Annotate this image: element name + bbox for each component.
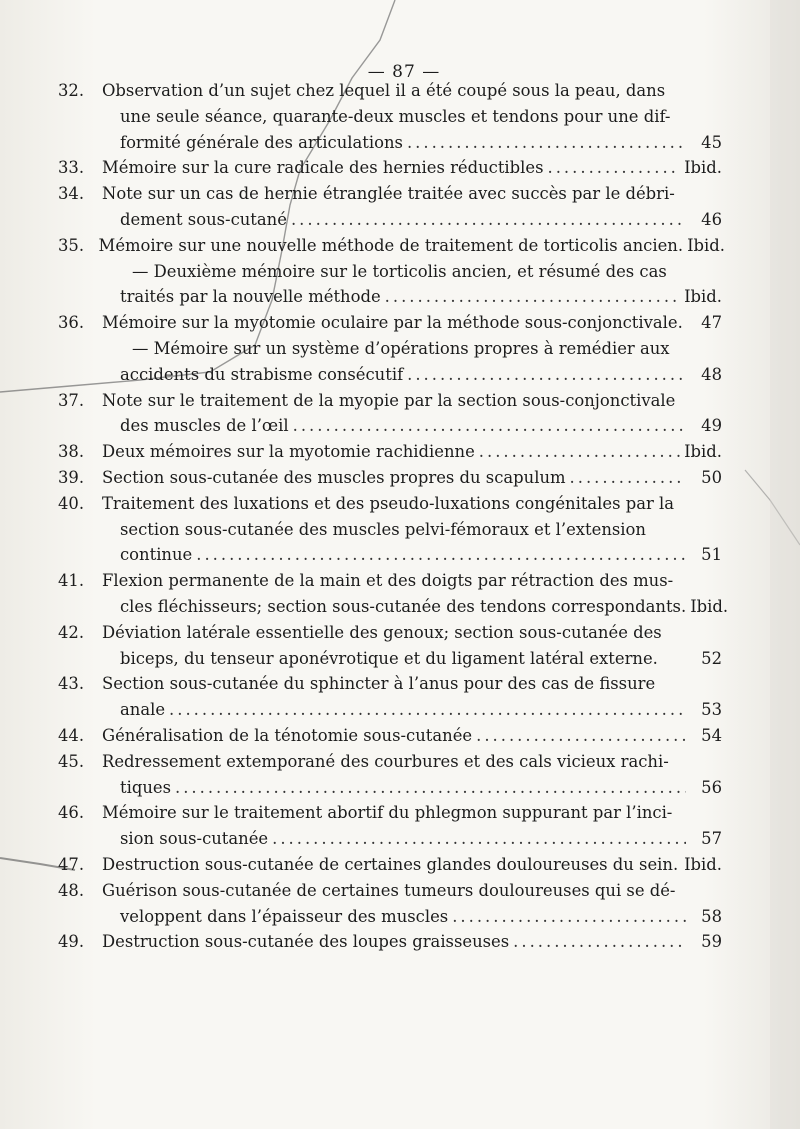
entry-page: 53 xyxy=(701,700,722,720)
entry-page: 47 xyxy=(701,313,722,333)
toc-entry xyxy=(58,310,722,336)
toc-entry xyxy=(58,336,722,388)
entry-number: 41. xyxy=(58,571,85,591)
dot-leader xyxy=(472,723,686,749)
dot-leader xyxy=(403,130,686,156)
entry-number: 48. xyxy=(58,880,85,900)
toc-entry xyxy=(58,465,722,491)
entry-text: Destruction sous-cutanée des loupes graisseuses xyxy=(102,932,510,952)
entry-text: cles fléchisseurs; section sous-cutanée des tendons correspondants. xyxy=(120,596,687,616)
entry-number: 37. xyxy=(58,390,85,410)
entry-line xyxy=(58,723,722,749)
entry-line xyxy=(58,155,722,181)
entry-text: tiques xyxy=(120,777,171,797)
entry-line xyxy=(58,362,722,388)
entry-line xyxy=(58,749,722,775)
entry-text: Flexion permanente de la main et des doigts par rétraction des mus- xyxy=(102,571,674,591)
entry-line xyxy=(58,671,722,697)
entry-page: Ibid. xyxy=(690,596,729,616)
entry-text: des muscles de l’œil xyxy=(120,416,289,436)
entry-line xyxy=(58,878,722,904)
entry-text: anale xyxy=(120,700,166,720)
entry-page: 49 xyxy=(701,416,722,436)
toc-entry xyxy=(58,78,722,155)
page-number: — 87 — xyxy=(367,62,441,82)
entry-text: Traitement des luxations et des pseudo-luxations congénitales par la xyxy=(102,493,675,513)
entry-text: section sous-cutanée des muscles pelvi-fémoraux et l’extension xyxy=(120,519,646,539)
entry-text: formité générale des articulations xyxy=(120,132,403,152)
entry-number: 47. xyxy=(58,854,85,874)
entry-line xyxy=(58,181,722,207)
entry-line xyxy=(58,439,722,465)
dot-leader xyxy=(403,362,686,388)
dot-leader xyxy=(448,904,686,930)
entry-text: Mémoire sur le traitement abortif du phlegmon suppurant par l’inci- xyxy=(102,803,673,823)
entry-page: 45 xyxy=(701,132,722,152)
entry-text: Note sur un cas de hernie étranglée traitée avec succès par le débri- xyxy=(102,184,675,204)
entry-text: Destruction sous-cutanée de certaines glandes douloureuses du sein. xyxy=(102,854,679,874)
entry-text: une seule séance, quarante-deux muscles et tendons pour une dif- xyxy=(120,106,671,126)
entry-line xyxy=(58,259,722,285)
entry-line xyxy=(58,207,722,233)
toc-entry xyxy=(58,749,722,801)
entry-number: 49. xyxy=(58,932,85,952)
dot-leader xyxy=(509,929,686,955)
dot-leader xyxy=(544,155,681,181)
entry-number: 39. xyxy=(58,467,85,487)
dot-leader xyxy=(165,697,686,723)
toc-entry xyxy=(58,439,722,465)
entry-line xyxy=(58,904,722,930)
entry-page: 56 xyxy=(701,777,722,797)
toc-entry xyxy=(58,155,722,181)
entry-number: 32. xyxy=(58,81,85,100)
entry-page: 58 xyxy=(701,906,722,926)
entry-number: 40. xyxy=(58,493,85,513)
entry-line xyxy=(58,800,722,826)
entry-page: Ibid. xyxy=(684,854,722,874)
entry-number: 44. xyxy=(58,725,85,745)
entry-text: Guérison sous-cutanée de certaines tumeurs douloureuses qui se dé- xyxy=(102,880,676,900)
entry-text: Mémoire sur une nouvelle méthode de traitement de torticolis ancien. xyxy=(98,235,684,255)
entry-page: 46 xyxy=(701,209,722,229)
entry-page: 57 xyxy=(701,829,722,849)
entry-number: 35. xyxy=(58,235,85,255)
entry-text: continue xyxy=(120,545,193,565)
entry-number: 46. xyxy=(58,803,85,823)
entry-line xyxy=(58,233,725,259)
entry-number: 43. xyxy=(58,674,85,694)
entry-text: biceps, du tenseur aponévrotique et du ligament latéral externe. xyxy=(120,648,658,668)
entry-page: 59 xyxy=(701,932,722,952)
entry-line xyxy=(58,775,722,801)
dot-leader xyxy=(566,465,686,491)
entry-list xyxy=(58,78,729,955)
entry-number: 45. xyxy=(58,751,85,771)
toc-entry xyxy=(58,259,722,311)
dot-leader xyxy=(268,826,686,852)
toc-entry xyxy=(58,878,722,930)
entry-line xyxy=(58,388,722,414)
entry-page: 51 xyxy=(701,545,722,565)
toc-entry xyxy=(58,233,725,259)
toc-entry xyxy=(58,388,722,440)
entry-text: — Deuxième mémoire sur le torticolis ancien, et résumé des cas xyxy=(132,261,667,281)
toc-entry xyxy=(58,671,722,723)
entry-line xyxy=(58,130,722,156)
entry-text: Section sous-cutanée du sphincter à l’anus pour des cas de fissure xyxy=(102,674,656,694)
toc-entry xyxy=(58,491,722,568)
entry-page: 48 xyxy=(701,364,722,384)
entry-text: Note sur le traitement de la myopie par la section sous-conjonctivale xyxy=(102,390,676,410)
toc-entry xyxy=(58,800,722,852)
entry-line xyxy=(58,78,722,104)
entry-text: Mémoire sur la cure radicale des hernies réductibles xyxy=(102,158,544,178)
entry-page: 50 xyxy=(701,467,722,487)
dot-leader xyxy=(475,439,680,465)
toc-entry xyxy=(58,929,722,955)
entry-line xyxy=(58,491,722,517)
entry-page: Ibid. xyxy=(687,235,725,255)
entry-text: traités par la nouvelle méthode xyxy=(120,287,381,307)
entry-line xyxy=(58,310,722,336)
entry-line xyxy=(58,542,722,568)
dot-leader xyxy=(381,284,680,310)
entry-text: — Mémoire sur un système d’opérations propres à remédier aux xyxy=(132,338,670,358)
entry-line xyxy=(58,568,722,594)
entry-line xyxy=(58,697,722,723)
entry-page: 52 xyxy=(701,648,722,668)
entry-line xyxy=(58,336,722,362)
entry-text: Observation d’un sujet chez lequel il a été coupé sous la peau, dans xyxy=(102,81,666,100)
entry-text: Déviation latérale essentielle des genoux; section sous-cutanée des xyxy=(102,622,662,642)
entry-line xyxy=(58,284,722,310)
entry-line xyxy=(58,413,722,439)
entry-text: Deux mémoires sur la myotomie rachidienne xyxy=(102,442,475,462)
entry-number: 33. xyxy=(58,158,85,178)
entry-line xyxy=(58,517,722,543)
entry-text: veloppent dans l’épaisseur des muscles xyxy=(120,906,449,926)
toc-entry xyxy=(58,568,729,620)
entry-page: Ibid. xyxy=(684,158,722,178)
entry-text: Mémoire sur la myotomie oculaire par la méthode sous-conjonctivale. xyxy=(102,313,683,333)
entry-line xyxy=(58,465,722,491)
entry-text: Généralisation de la ténotomie sous-cutanée xyxy=(102,725,473,745)
entry-line xyxy=(58,646,722,672)
entry-text: Redressement extemporané des courbures et des cals vicieux rachi- xyxy=(102,751,669,771)
toc-entry xyxy=(58,181,722,233)
entry-page: 54 xyxy=(701,725,722,745)
entry-page: Ibid. xyxy=(684,442,722,462)
entry-text: Section sous-cutanée des muscles propres du scapulum xyxy=(102,467,566,487)
entry-line xyxy=(58,620,722,646)
entry-text: accidents du strabisme consécutif xyxy=(120,364,404,384)
entry-line xyxy=(58,826,722,852)
dot-leader xyxy=(171,775,686,801)
entry-text: sion sous-cutanée xyxy=(120,829,269,849)
entry-number: 36. xyxy=(58,313,85,333)
entry-line xyxy=(58,594,729,620)
entry-line xyxy=(58,929,722,955)
entry-number: 34. xyxy=(58,184,85,204)
dot-leader xyxy=(287,207,686,233)
entry-number: 42. xyxy=(58,622,85,642)
toc-entry xyxy=(58,620,722,672)
dot-leader xyxy=(289,413,686,439)
entry-number: 38. xyxy=(58,442,85,462)
toc-entry xyxy=(58,723,722,749)
entry-line xyxy=(58,852,722,878)
entry-line xyxy=(58,104,722,130)
entry-text: dement sous-cutané xyxy=(120,209,287,229)
entry-page: Ibid. xyxy=(684,287,722,307)
toc-entry xyxy=(58,852,722,878)
dot-leader xyxy=(192,542,686,568)
